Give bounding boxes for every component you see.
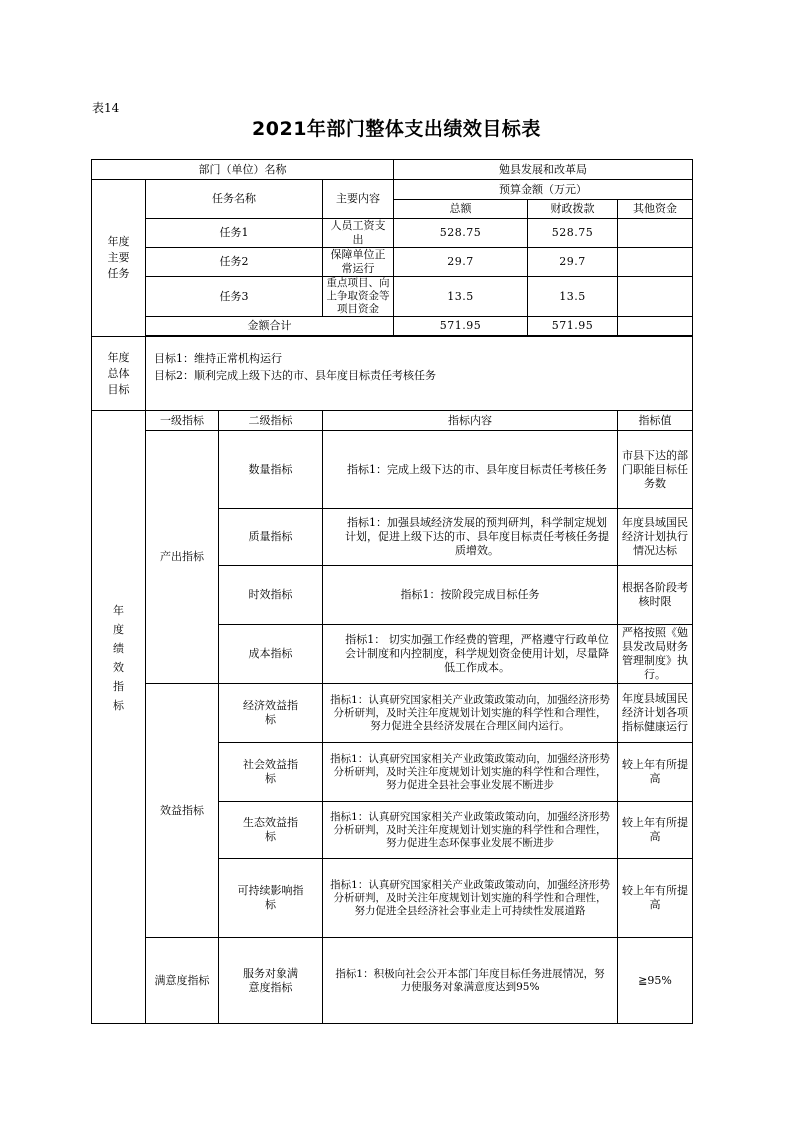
indicator-content: 指标1：认真研究国家相关产业政策政策动向，加强经济形势分析研判，及时关注年度规划计划实施的科学性和合理性，努力促进生态环保事业发展不断进步: [323, 802, 618, 859]
indicator-value: 较上年有所提高: [618, 859, 693, 938]
perf-section-label: 年 度 绩 效 指 标: [92, 411, 146, 1024]
satisfaction-label: 满意度指标: [146, 938, 219, 1024]
task-fiscal: 29.7: [528, 248, 618, 277]
task-row: [92, 248, 693, 277]
indicator-content: 指标1：按阶段完成目标任务: [323, 566, 618, 625]
perf-header-row: [92, 411, 693, 431]
dept-row: [92, 160, 693, 180]
task-other: [618, 277, 693, 317]
task-fiscal: 528.75: [528, 219, 618, 248]
sum-other: [618, 317, 693, 336]
indicator-lv2: 数量指标: [219, 431, 323, 509]
output-label: 产出指标: [146, 431, 219, 684]
indicator-content: 指标1： 切实加强工作经费的管理，严格遵守行政单位会计制度和内控制度，科学规划资金使用计划，尽量降低工作成本。: [323, 625, 618, 684]
task-name: 任务1: [146, 219, 323, 248]
indicator-content: 指标1：积极向社会公开本部门年度目标任务进展情况，努力使服务对象满意度达到95%: [323, 938, 618, 1024]
indicator-lv2: 生态效益指标: [219, 802, 323, 859]
indicator-value: 严格按照《勉县发改局财务管理制度》执行。: [618, 625, 693, 684]
indicator-content: 指标1：认真研究国家相关产业政策政策动向，加强经济形势分析研判，及时关注年度规划计划实施的科学性和合理性，努力促进全县经济发展在合理区间内运行。: [323, 684, 618, 743]
task-content-header: 主要内容: [323, 180, 394, 219]
task-name: 任务3: [146, 277, 323, 317]
indicator-row: [92, 684, 693, 743]
indicator-content: 指标1：完成上级下达的市、县年度目标责任考核任务: [323, 431, 618, 509]
indicator-lv2: 质量指标: [219, 509, 323, 566]
task-content: 保障单位正常运行: [323, 248, 394, 277]
budget-header: 预算金额（万元）: [394, 180, 693, 200]
page-title: 2021年部门整体支出绩效目标表: [252, 118, 541, 140]
sum-label: 金额合计: [146, 317, 394, 336]
goals-row: [92, 337, 693, 411]
indicator-value: 根据各阶段考核时限: [618, 566, 693, 625]
task-name: 任务2: [146, 248, 323, 277]
task-other: [618, 219, 693, 248]
task-total: 528.75: [394, 219, 528, 248]
dept-value: 勉县发展和改革局: [394, 160, 693, 180]
task-row: [92, 219, 693, 248]
sum-fiscal: 571.95: [528, 317, 618, 336]
budget-fiscal-header: 财政拨款: [528, 200, 618, 219]
task-total: 29.7: [394, 248, 528, 277]
indicator-lv2: 经济效益指标: [219, 684, 323, 743]
indicator-lv2: 服务对象满意度指标: [219, 938, 323, 1024]
indicator-content: 指标1：认真研究国家相关产业政策政策动向，加强经济形势分析研判，及时关注年度规划计划实施的科学性和合理性，努力促进全县社会事业发展不断进步: [323, 743, 618, 802]
lv1-header: 一级指标: [146, 411, 219, 431]
task-name-header: 任务名称: [146, 180, 323, 219]
tasks-header-row: [92, 180, 693, 200]
task-other: [618, 248, 693, 277]
task-total: 13.5: [394, 277, 528, 317]
indicator-lv2: 社会效益指标: [219, 743, 323, 802]
task-row: [92, 277, 693, 317]
indicator-value: ≧95%: [618, 938, 693, 1024]
goal-item: 目标2：顺利完成上级下达的市、县年度目标责任考核任务: [154, 369, 436, 382]
indicator-value: 年度县域国民经济计划执行情况达标: [618, 509, 693, 566]
indicator-content: 指标1：加强县域经济发展的预判研判，科学制定规划计划，促进上级下达的市、县年度目标责任考核任务提质增效。: [323, 509, 618, 566]
indicator-content: 指标1：认真研究国家相关产业政策政策动向，加强经济形势分析研判，及时关注年度规划计划实施的科学性和合理性，努力促进全县经济社会事业走上可持续性发展道路: [323, 859, 618, 938]
goals-list: [146, 337, 693, 411]
indicator-value: 较上年有所提高: [618, 802, 693, 859]
goals-section-label: 年度 总体 目标: [92, 337, 146, 411]
table-number-label: 表14: [92, 101, 120, 115]
budget-total-header: 总额: [394, 200, 528, 219]
tasks-section-label: 年度 主要 任务: [92, 180, 146, 337]
indicator-value: 市县下达的部门职能目标任务数: [618, 431, 693, 509]
indicator-lv2: 时效指标: [219, 566, 323, 625]
indicator-row: [92, 938, 693, 1024]
task-fiscal: 13.5: [528, 277, 618, 317]
content-header: 指标内容: [323, 411, 618, 431]
benefit-label: 效益指标: [146, 684, 219, 938]
value-header: 指标值: [618, 411, 693, 431]
task-sum-row: [92, 317, 693, 336]
budget-other-header: 其他资金: [618, 200, 693, 219]
indicator-value: 年度县域国民经济计划各项指标健康运行: [618, 684, 693, 743]
task-content: 人员工资支出: [323, 219, 394, 248]
dept-label: 部门（单位）名称: [92, 160, 394, 180]
indicator-value: 较上年有所提高: [618, 743, 693, 802]
lv2-header: 二级指标: [219, 411, 323, 431]
indicator-row: [92, 431, 693, 509]
task-content: 重点项目、向上争取资金等项目资金: [323, 277, 394, 317]
indicator-lv2: 成本指标: [219, 625, 323, 684]
goal-item: 目标1：维持正常机构运行: [154, 352, 282, 365]
indicator-lv2: 可持续影响指标: [219, 859, 323, 938]
sum-total: 571.95: [394, 317, 528, 336]
performance-target-table: [91, 159, 693, 1024]
